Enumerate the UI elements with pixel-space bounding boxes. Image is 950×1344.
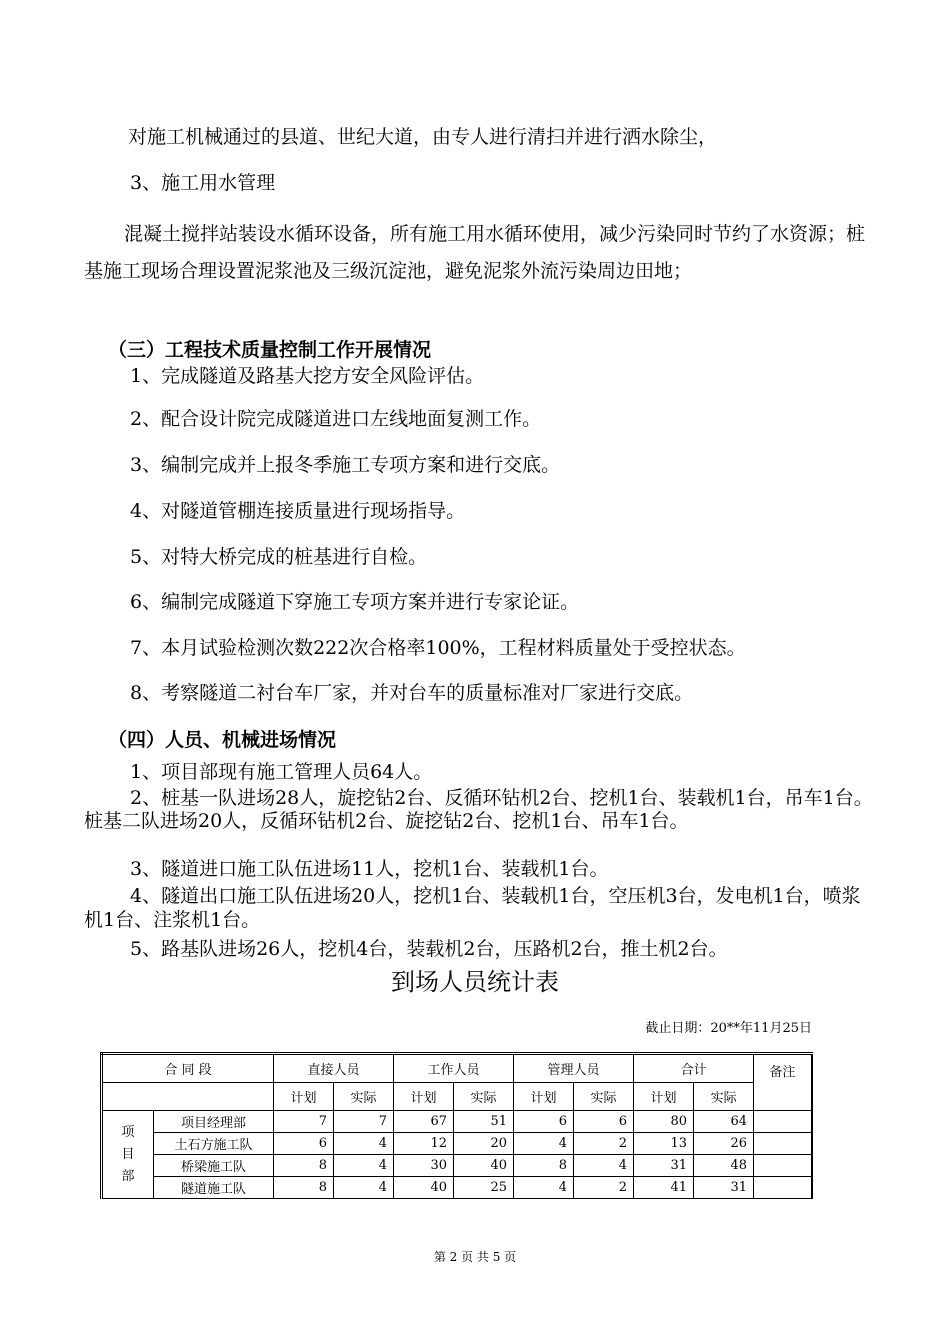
cell-value: 4 xyxy=(574,1155,634,1177)
cell-value: 64 xyxy=(694,1111,754,1133)
side-label-char: 项 xyxy=(121,1124,135,1140)
cell-value: 7 xyxy=(334,1111,394,1133)
list-item: 2、配合设计院完成隧道进口左线地面复测工作。 xyxy=(130,408,542,430)
cell-remark xyxy=(754,1177,812,1199)
list-item: 3、编制完成并上报冬季施工专项方案和进行交底。 xyxy=(130,454,561,476)
cell-value: 40 xyxy=(394,1177,454,1199)
table-row xyxy=(102,1111,812,1133)
cell-value: 4 xyxy=(334,1133,394,1155)
list-item: 5、对特大桥完成的桩基进行自检。 xyxy=(130,546,428,568)
list-item: 1、项目部现有施工管理人员64人。 xyxy=(130,761,433,783)
cell-value: 6 xyxy=(514,1111,574,1133)
row-name: 桥梁施工队 xyxy=(154,1155,274,1177)
list-item: 2、桩基一队进场28人，旋挖钻2台、反循环钻机2台、挖机1台、装载机1台，吊车1台。桩基二队进场20人，反循环钻机2台、旋挖钻2台、挖机1台、吊车1台。 xyxy=(84,787,873,832)
subheader-plan: 计划 xyxy=(394,1083,454,1111)
cell-value: 51 xyxy=(454,1111,514,1133)
cell-remark xyxy=(754,1111,812,1133)
list-item: 3、隧道进口施工队伍进场11人，挖机1台、装载机1台。 xyxy=(130,858,609,880)
cell-value: 4 xyxy=(334,1155,394,1177)
cell-value: 2 xyxy=(574,1177,634,1199)
cell-value: 67 xyxy=(394,1111,454,1133)
list-item: 4、对隧道管棚连接质量进行现场指导。 xyxy=(130,500,466,522)
table-row xyxy=(102,1155,812,1177)
table-header-row xyxy=(102,1054,812,1083)
cell-value: 6 xyxy=(274,1133,334,1155)
table-deadline: 截止日期：20**年11月25日 xyxy=(645,1021,812,1036)
list-item: 5、路基队进场26人，挖机4台，装载机2台，压路机2台，推土机2台。 xyxy=(130,938,728,960)
cell-remark xyxy=(754,1133,812,1155)
cell-value: 4 xyxy=(334,1177,394,1199)
table-title: 到场人员统计表 xyxy=(391,968,559,996)
list-item: 4、隧道出口施工队伍进场20人，挖机1台、装载机1台，空压机3台，发电机1台，喷浆机1台、注浆机1台。 xyxy=(84,885,861,931)
header-remark: 备注 xyxy=(754,1054,812,1111)
cell-value: 80 xyxy=(634,1111,694,1133)
subheader-empty xyxy=(102,1083,274,1111)
row-name: 隧道施工队 xyxy=(154,1177,274,1199)
section-heading-personnel: （四）人员、机械进场情况 xyxy=(108,729,337,751)
row-name: 土石方施工队 xyxy=(154,1133,274,1155)
cell-value: 8 xyxy=(514,1155,574,1177)
cell-value: 20 xyxy=(454,1133,514,1155)
cell-value: 8 xyxy=(274,1155,334,1177)
cell-value: 8 xyxy=(274,1177,334,1199)
cell-value: 31 xyxy=(634,1155,694,1177)
subheading-water: 3、施工用水管理 xyxy=(130,172,276,194)
list-item: 8、考察隧道二衬台车厂家，并对台车的质量标准对厂家进行交底。 xyxy=(130,682,694,704)
subheader-plan: 计划 xyxy=(514,1083,574,1111)
cell-value: 25 xyxy=(454,1177,514,1199)
row-name: 项目经理部 xyxy=(154,1111,274,1133)
cell-value: 6 xyxy=(574,1111,634,1133)
subheader-plan: 计划 xyxy=(274,1083,334,1111)
side-label-char: 目 xyxy=(121,1146,135,1162)
cell-remark xyxy=(754,1155,812,1177)
list-item: 7、本月试验检测次数222次合格率100%，工程材料质量处于受控状态。 xyxy=(130,637,746,659)
subheader-actual: 实际 xyxy=(454,1083,514,1111)
cell-value: 26 xyxy=(694,1133,754,1155)
cell-value: 2 xyxy=(574,1133,634,1155)
cell-value: 48 xyxy=(694,1155,754,1177)
table-row xyxy=(102,1177,812,1199)
cell-value: 31 xyxy=(694,1177,754,1199)
side-label-char: 部 xyxy=(121,1168,135,1184)
cell-value: 4 xyxy=(514,1177,574,1199)
header-work: 工作人员 xyxy=(394,1054,514,1083)
page-footer: 第 2 页 共 5 页 xyxy=(433,1250,517,1264)
cell-value: 12 xyxy=(394,1133,454,1155)
table-row xyxy=(102,1133,812,1155)
header-direct: 直接人员 xyxy=(274,1054,394,1083)
cell-value: 13 xyxy=(634,1133,694,1155)
project-dept-label xyxy=(102,1111,154,1199)
list-item: 1、完成隧道及路基大挖方安全风险评估。 xyxy=(130,365,485,387)
cell-value: 7 xyxy=(274,1111,334,1133)
cell-value: 30 xyxy=(394,1155,454,1177)
subheader-actual: 实际 xyxy=(694,1083,754,1111)
header-manage: 管理人员 xyxy=(514,1054,634,1083)
header-section: 合 同 段 xyxy=(102,1054,274,1083)
cell-value: 4 xyxy=(514,1133,574,1155)
subheader-actual: 实际 xyxy=(574,1083,634,1111)
paragraph-dust: 对施工机械通过的县道、世纪大道，由专人进行清扫并进行洒水除尘， xyxy=(128,126,718,148)
cell-value: 41 xyxy=(634,1177,694,1199)
subheader-plan: 计划 xyxy=(634,1083,694,1111)
table-subheader-row xyxy=(102,1083,812,1111)
subheader-actual: 实际 xyxy=(334,1083,394,1111)
paragraph-water: 混凝土搅拌站装设水循环设备，所有施工用水循环使用，减少污染同时节约了水资源；桩基施工现场合理设置泥浆池及三级沉淀池，避免泥浆外流污染周边田地； xyxy=(84,223,866,282)
cell-value: 40 xyxy=(454,1155,514,1177)
list-item: 6、编制完成隧道下穿施工专项方案并进行专家论证。 xyxy=(130,591,580,613)
section-heading-quality: （三）工程技术质量控制工作开展情况 xyxy=(108,339,432,361)
header-total: 合计 xyxy=(634,1054,754,1083)
staff-statistics-table xyxy=(100,1052,813,1199)
